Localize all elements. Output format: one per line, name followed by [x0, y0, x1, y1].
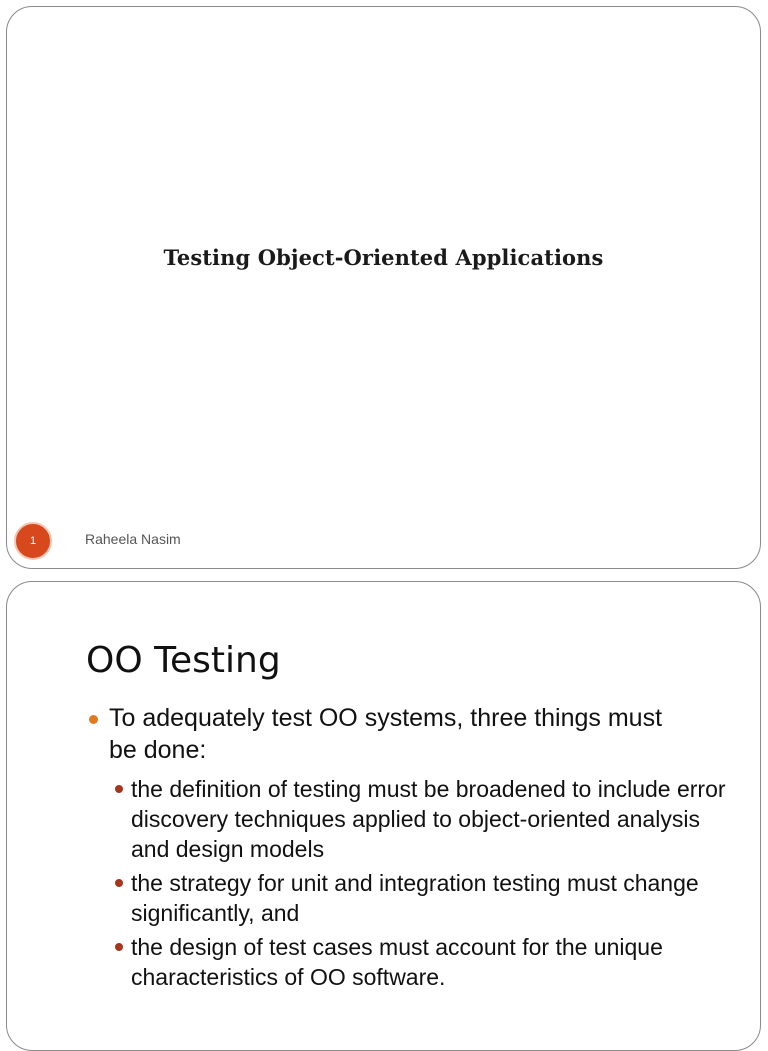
sub-bullet-text: the strategy for unit and integration testing must change significantly, and — [131, 870, 699, 926]
slide-title: Testing Object-Oriented Applications — [163, 245, 604, 270]
bullet-dot-icon — [115, 785, 123, 793]
sub-bullet-item — [131, 868, 731, 928]
slide-2 — [6, 581, 761, 1051]
bullet-dot-icon — [89, 715, 98, 724]
bullet-dot-icon — [115, 943, 123, 951]
bullet-list — [7, 702, 760, 992]
sub-bullet-item — [131, 932, 731, 992]
sub-bullet-item — [131, 774, 731, 864]
sub-bullet-text: the design of test cases must account for the unique characteristics of OO software. — [131, 934, 663, 990]
slide-number-badge: 1 — [14, 522, 52, 560]
slide-title: OO Testing — [86, 640, 281, 681]
bullet-item — [109, 702, 669, 766]
bullet-dot-icon — [115, 879, 123, 887]
footer-author: Raheela Nasim — [85, 531, 181, 547]
bullet-text: To adequately test OO systems, three things must be done: — [109, 704, 663, 764]
slide-1 — [6, 6, 761, 569]
sub-bullet-text: the definition of testing must be broadened to include error discovery techniques applied to object-oriented analysis and design models — [131, 776, 726, 862]
